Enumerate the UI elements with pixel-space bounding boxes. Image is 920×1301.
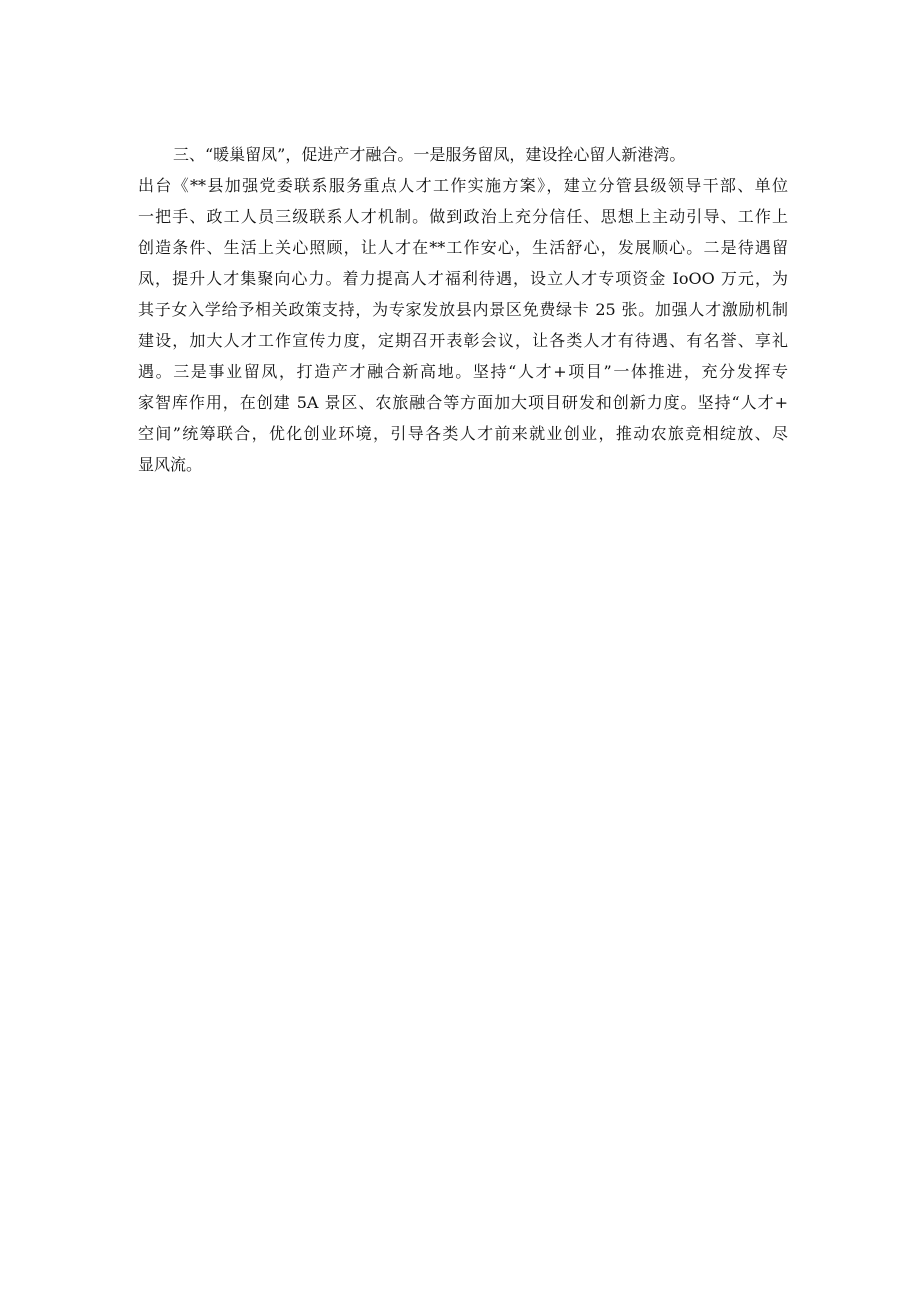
body-paragraph [138,139,788,480]
paragraph-line: 显风流。 [138,455,203,474]
paragraph-line: 创造条件、生活上关心照顾，让人才在**工作安心，生活舒心，发展顺心。二是待遇留 [138,238,788,257]
paragraph-line: 建设，加大人才工作宣传力度，定期召开表彰会议，让各类人才有待遇、有名誉、享礼 [138,331,788,350]
paragraph-line: 出台《**县加强党委联系服务重点人才工作实施方案》，建立分管县级领导干部、单位 [138,176,788,195]
paragraph-line: 三、“暖巢留凤”，促进产才融合。一是服务留凤，建设拴心留人新港湾。 [173,145,686,164]
paragraph-line: 其子女入学给予相关政策支持，为专家发放县内景区免费绿卡 25 张。加强人才激励机制 [138,300,788,319]
paragraph-line: 遇。三是事业留凤，打造产才融合新高地。坚持“人才+项目”一体推进，充分发挥专 [138,362,788,381]
paragraph-line: 一把手、政工人员三级联系人才机制。做到政治上充分信任、思想上主动引导、工作上 [138,207,788,226]
paragraph-line: 家智库作用，在创建 5A 景区、农旅融合等方面加大项目研发和创新力度。坚持“人才+ [138,393,788,412]
paragraph-line: 空间”统筹联合，优化创业环境，引导各类人才前来就业创业，推动农旅竞相绽放、尽 [138,424,788,443]
paragraph-line: 凤，提升人才集聚向心力。着力提高人才福利待遇，设立人才专项资金 IoOO 万元，为 [138,269,788,288]
